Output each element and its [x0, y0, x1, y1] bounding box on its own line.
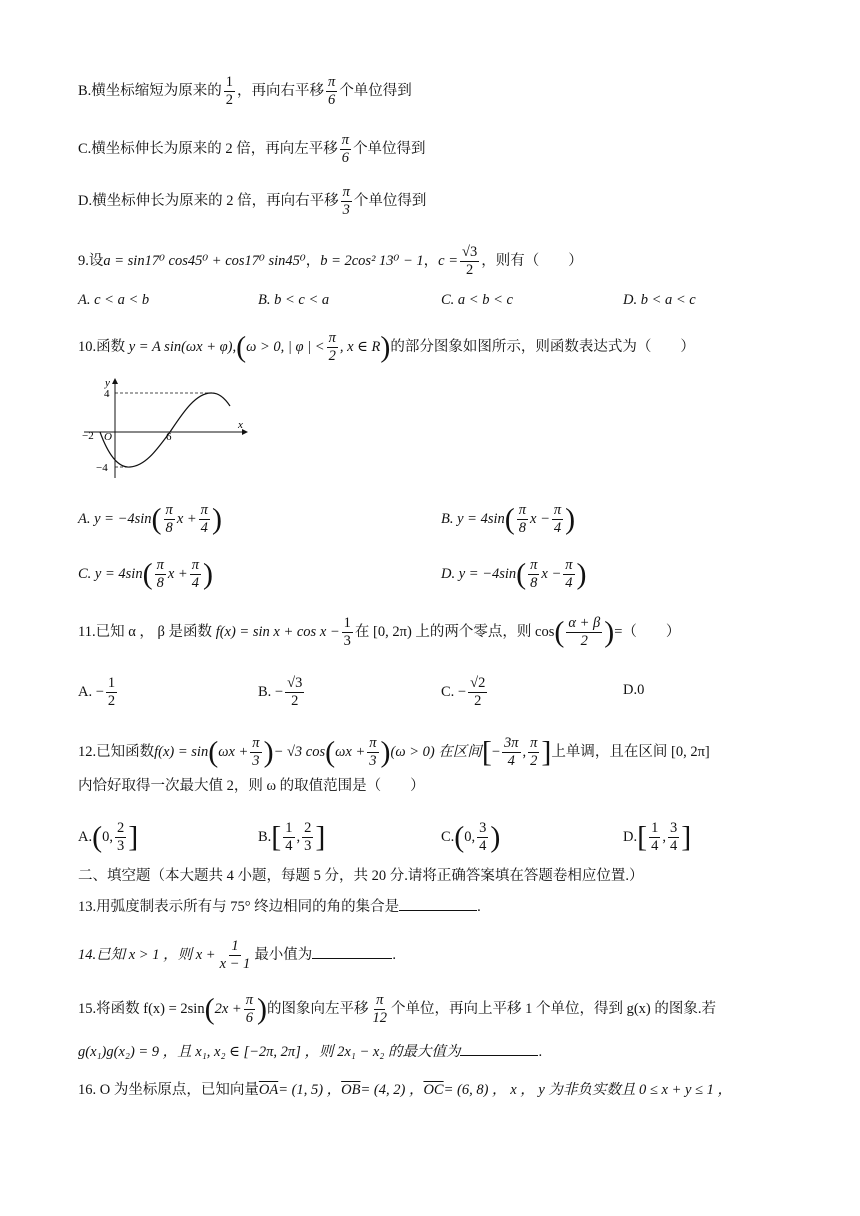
y-label: y: [105, 377, 110, 389]
q15-stem: 15.将函数 f(x) = 2sin(2x + $\frac{\pi}{6}$ )的图象向左平移 $\frac{\pi}{12}$ 个单位，再向上平移 1 个单位，得到 g(x) 的图象.若: [78, 992, 716, 1026]
y-bottom-label: −4: [96, 462, 108, 474]
q10-option-d[interactable]: D. y = −4sin( $\frac{\pi}{8}$ x − $\frac{\pi}{4}$ ): [441, 557, 587, 591]
q8b-tail: 个单位得到: [339, 82, 412, 99]
q16-stem: 16. O 为坐标原点，已知向量$\overline{OA}= (1$, 5) ，$\overline{OB}= (4$, 2) ，$\overline{OC}= (6$, 8) ， x ， y 为非负实数且 0 ≤ x + y ≤ 1 ，: [78, 1082, 733, 1098]
q14-stem: 14.已知 x > 1 ，则 x + $\frac{1}{x - 1}$ 最小值为 .: [78, 938, 396, 972]
vector-ob: $\overline{OB}$: [341, 1082, 361, 1098]
q8-option-d[interactable]: [78, 184, 426, 219]
x-cross-label: 6: [166, 431, 172, 443]
q9-expr-a: a = sin17⁰ cos45⁰ + cos17⁰ sin45⁰: [103, 252, 306, 269]
q11-stem: 11.已知 α ， β 是函数 f(x) = sin x + cos x − $\frac{1}{3}$ 在 [0, 2π) 上的两个零点，则 cos( $\frac{\alpha + \beta}{2}$ )=（ ）: [78, 615, 681, 649]
q10-option-c[interactable]: C. y = 4sin( $\frac{\pi}{8}$ x + $\frac{\pi}{4}$ ): [78, 557, 213, 591]
q9-c-frac: $\frac{√3}{2}$: [462, 244, 478, 278]
q10-func: y = A sin(ωx + φ),: [128, 338, 237, 355]
q8-option-b[interactable]: [78, 74, 412, 109]
x-label: x: [238, 419, 243, 431]
x-axis-arrow: [242, 429, 248, 435]
q10-stem: 10.函数 y = A sin(ωx + φ),(ω > 0, | φ | < $\frac{\pi}{2}$ , x ∈ R)的部分图象如图所示，则函数表达式为（ ）: [78, 330, 695, 364]
q12-stem: 12.已知函数f(x) = sin(ωx + $\frac{\pi}{3}$ )− √3 cos(ωx + $\frac{\pi}{3}$ )(ω > 0) 在区间[− $\frac{3\pi}{4}$ , $\frac{\pi}{2}$ ]上单调，且在区间 [0, 2π]: [78, 735, 710, 769]
section-heading: 二、填空题（本大题共 4 小题，每题 5 分，共 20 分.请将正确答案填在答题卷相应位置.）: [78, 868, 644, 884]
vector-oa: $\overline{OA}$: [258, 1082, 279, 1098]
q10-tail: 的部分图象如图所示，则函数表达式为（ ）: [390, 338, 695, 355]
q14-answer-blank[interactable]: [312, 958, 392, 959]
q9-expr-b: b = 2cos² 13⁰ − 1: [320, 252, 424, 269]
y-axis-arrow: [112, 378, 118, 384]
q10-option-b[interactable]: B. y = 4sin( $\frac{\pi}{8}$ x − $\frac{\pi}{4}$ ): [441, 502, 576, 536]
q10-cond: ω > 0, | φ | <: [246, 338, 325, 355]
q8-option-c[interactable]: [78, 132, 426, 167]
q8b-frac: $\frac{1}{2}$: [225, 74, 234, 108]
q9-stem: 9.设a = sin17⁰ cos45⁰ + cos17⁰ sin45⁰，b = 2cos² 13⁰ − 1，c = $\frac{√3}{2}$ ，则有（ ）: [78, 244, 583, 278]
q9-option-c[interactable]: C. a < b < c: [441, 292, 513, 308]
q9-expr-c: c =: [438, 252, 458, 269]
q12-option-a[interactable]: A.(0, $\frac{2}{3}$ ]: [78, 820, 139, 854]
q12-option-c[interactable]: C.(0, $\frac{3}{4}$ ): [441, 820, 501, 854]
vector-oc: $\overline{OC}$: [423, 1082, 444, 1098]
q15-answer-blank[interactable]: [460, 1055, 538, 1056]
q8c-label: C.横坐标伸长为原来的 2 倍，再向左平移: [78, 140, 338, 157]
q13-answer-blank[interactable]: [399, 910, 477, 911]
q9-tail: ，则有（ ）: [481, 252, 583, 269]
q15-stem-line2: g(x₁)g(x₂) = 9 ，且 x₁, x₂ ∈ [−2π, 2π] ，则 2x₁ − x₂ 的最大值为 .: [78, 1044, 543, 1060]
q9-option-d[interactable]: D. b < a < c: [623, 292, 696, 308]
q10-cond-frac: $\frac{\pi}{2}$: [328, 330, 336, 364]
q11-option-b[interactable]: B. − $\frac{√3}{2}$: [258, 675, 303, 709]
q9-option-a[interactable]: A. c < a < b: [78, 292, 150, 308]
q12-option-b[interactable]: B.[ $\frac{1}{4}$ , $\frac{2}{3}$ ]: [258, 820, 326, 854]
sine-curve: [100, 393, 230, 467]
q8c-tail: 个单位得到: [353, 140, 426, 157]
x-left-label: −2: [82, 430, 94, 442]
q11-mid: 在 [0, 2π) 上的两个零点，则 cos: [354, 623, 555, 640]
q12-stem-line2: 内恰好取得一次最大值 2，则 ω 的取值范围是（ ）: [78, 778, 425, 794]
q11-func: f(x) = sin x + cos x −: [215, 623, 340, 640]
q8d-label: D.横坐标伸长为原来的 2 倍，再向右平移: [78, 192, 339, 209]
q8c-shift: $\frac{\pi}{6}$: [341, 132, 350, 166]
q10-sine-graph: [80, 376, 250, 480]
q8b-label: B.横坐标缩短为原来的: [78, 82, 222, 99]
q8d-shift: $\frac{\pi}{3}$: [342, 184, 350, 218]
q10-option-a[interactable]: A. y = −4sin( $\frac{\pi}{8}$ x + $\frac{\pi}{4}$ ): [78, 502, 222, 536]
q12-option-d[interactable]: D.[ $\frac{1}{4}$ , $\frac{3}{4}$ ]: [623, 820, 692, 854]
q8b-mid: ，再向右平移: [237, 82, 325, 99]
y-top-label: 4: [104, 388, 110, 400]
origin-label: O: [104, 431, 112, 443]
q8d-tail: 个单位得到: [353, 192, 427, 209]
q13-stem: 13.用弧度制表示所有与 75° 终边相同的角的集合是 .: [78, 899, 481, 915]
q9-option-b[interactable]: B. b < c < a: [258, 292, 330, 308]
q11-option-c[interactable]: C. − $\frac{√2}{2}$: [441, 675, 486, 709]
q11-option-d[interactable]: D.0: [623, 682, 645, 698]
q8b-shift: $\frac{\pi}{6}$: [328, 74, 336, 108]
q11-option-a[interactable]: A. − $\frac{1}{2}$: [78, 675, 116, 709]
